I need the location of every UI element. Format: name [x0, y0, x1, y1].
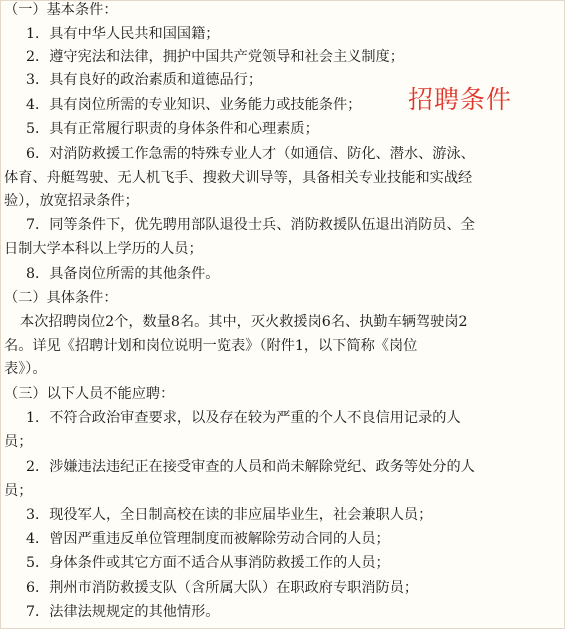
recruitment-conditions-label: 招聘条件 — [408, 85, 513, 114]
text-line: 2．涉嫌违法违纪正在接受审查的人员和尚未解除党纪、政务等处分的人 — [26, 459, 475, 475]
text-line: 日制大学本科以上学历的人员； — [4, 241, 203, 257]
text-line: 3．具有良好的政治素质和道德品行； — [26, 72, 263, 88]
section-heading: （二）具体条件： — [4, 290, 118, 306]
text-line: 6．荆州市消防救援支队（含所属大队）在职政府专职消防员； — [26, 580, 419, 596]
text-line: 验），放宽招录条件； — [4, 193, 139, 209]
text-line: 4．具有岗位所需的专业知识、业务能力或技能条件； — [26, 97, 362, 113]
text-line: 5．身体条件或其它方面不适合从事消防救援工作的人员； — [26, 555, 390, 571]
section-heading: （三）以下人员不能应聘： — [4, 386, 175, 402]
text-line: 3．现役军人，全日制高校在读的非应届毕业生，社会兼职人员； — [26, 507, 433, 523]
text-line: 6．对消防救援工作急需的特殊专业人才（如通信、防化、潜水、游泳、 — [26, 146, 475, 162]
text-line: 员； — [4, 434, 33, 450]
text-line: 8．具备岗位所需的其他条件。 — [26, 266, 220, 282]
text-line: 名。详见《招聘计划和岗位说明一览表》（附件1，以下简称《岗位 — [4, 338, 418, 354]
section-heading: （一）基本条件： — [4, 2, 118, 18]
text-line: 2．遵守宪法和法律，拥护中国共产党领导和社会主义制度； — [26, 49, 404, 65]
text-line: 1．不符合政治审查要求，以及存在较为严重的个人不良信用记录的人 — [26, 410, 461, 426]
text-line: 本次招聘岗位2个，数量8名。其中，灭火救援岗6名、执勤车辆驾驶岗2 — [20, 314, 468, 330]
text-line: 7．法律法规规定的其他情形。 — [26, 604, 220, 620]
text-line: 员； — [4, 483, 33, 499]
text-line: 表》）。 — [4, 361, 47, 377]
text-line: 7．同等条件下，优先聘用部队退役士兵、消防救援队伍退出消防员、全 — [26, 217, 475, 233]
text-line: 1．具有中华人民共和国国籍； — [26, 26, 220, 42]
text-line: 体育、舟艇驾驶、无人机飞手、搜救犬训导等，具备相关专业技能和实战经 — [4, 170, 473, 186]
text-line: 5．具有正常履行职责的身体条件和心理素质； — [26, 121, 319, 137]
text-line: 4．曾因严重违反单位管理制度而被解除劳动合同的人员； — [26, 531, 390, 547]
